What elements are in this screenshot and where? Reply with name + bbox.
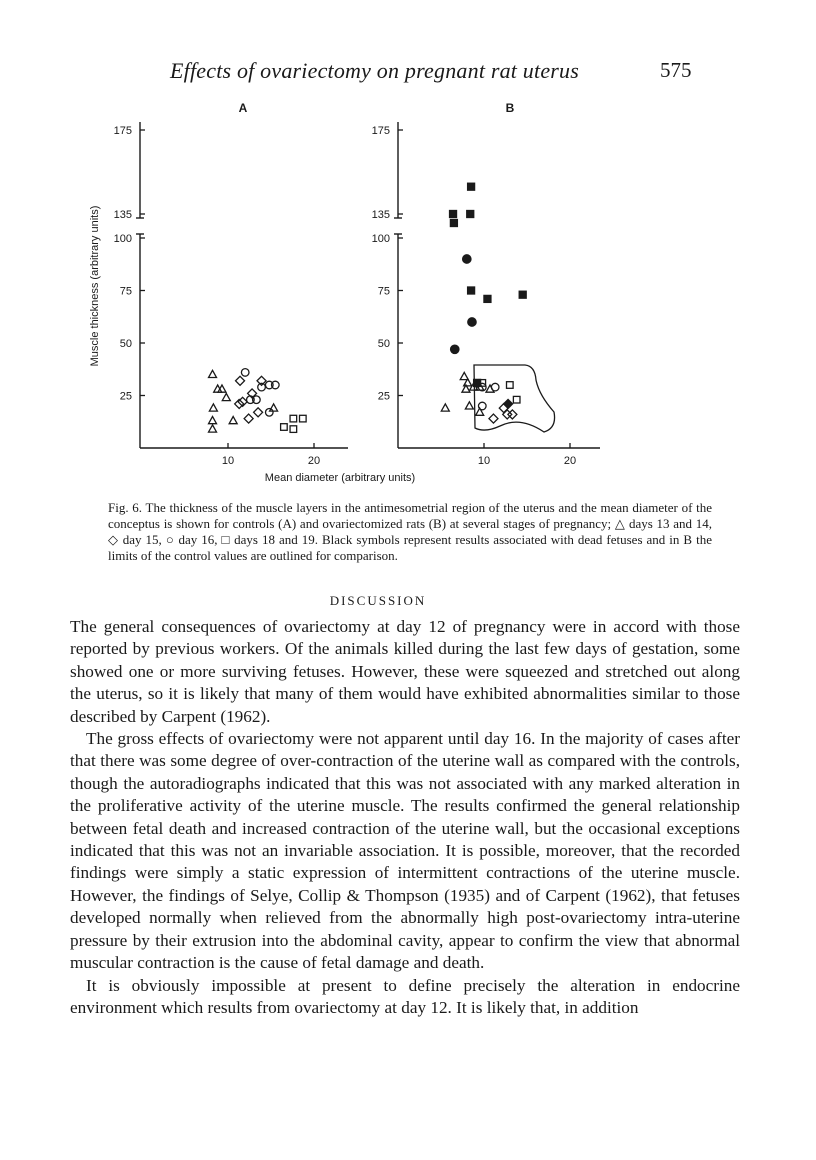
- open-triangle-point: [209, 370, 217, 377]
- paragraph: It is obviously impossible at present to define precisely the alteration in endocrine environment which results from ovariectomy at day 12. It is likely that, in addition: [70, 975, 740, 1017]
- filled-square-point: [484, 295, 491, 302]
- y-tick-label: 75: [377, 285, 390, 298]
- panel-a: [114, 101, 348, 467]
- open-square-point: [513, 396, 520, 403]
- open-diamond-point: [489, 414, 498, 423]
- open-triangle-point: [229, 417, 237, 424]
- running-title: Effects of ovariectomy on pregnant rat uterus: [170, 58, 580, 83]
- panel-label: B: [505, 101, 515, 115]
- open-circle-point: [241, 369, 249, 377]
- filled-square-point: [450, 211, 457, 218]
- y-tick-label: 50: [377, 338, 390, 350]
- figure-caption: Fig. 6. The thickness of the muscle layers in the antimesometrial region of the uterus and the mean diameter of the conceptus is shown for controls (A) and ovariectomized rats (B) at several stages of pregnancy; △ days 13 and 14, ◇ day 15, ○ day 16, □ days 18 and 19. Black symbols represent results associated with dead fetuses and in B the limits of the control values are outlined for comparison.: [108, 500, 712, 563]
- open-triangle-point: [441, 404, 449, 411]
- filled-square-point: [519, 291, 526, 298]
- page-header: [0, 58, 816, 88]
- open-triangle-point: [209, 404, 217, 411]
- x-tick-label: 20: [307, 455, 321, 467]
- open-triangle-point: [486, 385, 494, 392]
- open-triangle-point: [465, 402, 473, 409]
- filled-circle-point: [451, 345, 459, 353]
- open-square-point: [300, 415, 307, 422]
- y-tick-label: 135: [113, 209, 132, 221]
- y-tick-label: 25: [377, 390, 390, 403]
- y-tick-label: 25: [119, 390, 132, 403]
- open-triangle-point: [209, 417, 217, 424]
- open-triangle-point: [209, 425, 217, 432]
- open-square-point: [281, 424, 288, 431]
- open-square-point: [507, 382, 514, 389]
- y-tick-label: 50: [119, 338, 132, 350]
- paragraph: The gross effects of ovariectomy were not apparent until day 16. In the majority of cases after that there was some degree of over-contraction of the uterine wall as compared with the controls, though the autoradiographs indicated that this was not associated with any marked alteration in the proliferative activity of the uterine muscle. The results confirmed the general relationship between fetal death and increased contraction of the uterine wall, but the occasional exceptions indicated that this was not an invariable association. It is possible, moreover, that the recorded findings were simply a static expression of intermittent contractions of the uterine muscle. However, the findings of Selye, Collip & Thompson (1935) and of Carpent (1962), that fetuses developed normally when relieved from the abnormally high post-ovariectomy intra-uterine pressure by their extrusion into the abdominal cavity, appear to confirm the view that abnormal muscular contraction is the cause of fetal damage and death.: [70, 729, 740, 973]
- open-diamond-point: [254, 408, 263, 417]
- x-axis-label: Mean diameter (arbitrary units): [264, 472, 416, 484]
- filled-square-point: [450, 220, 457, 227]
- open-diamond-point: [236, 376, 245, 385]
- filled-square-point: [468, 183, 475, 190]
- figure-6: [60, 90, 620, 490]
- control-limits-outline: [474, 365, 555, 432]
- filled-circle-point: [468, 318, 476, 326]
- open-square-point: [290, 426, 297, 433]
- paragraph: The general consequences of ovariectomy at day 12 of pregnancy were in accord with those reported by previous workers. Of the animals killed during the last few days of gestation, some showed one or more surviving fetuses. However, these were squeezed and stretched out along the uterus, so it is likely that many of them would have exhibited abnormalities similar to those described by Carpent (1962).: [70, 617, 740, 726]
- y-tick-label: 75: [119, 285, 132, 298]
- y-tick-label: 100: [371, 233, 390, 245]
- x-tick-label: 10: [477, 455, 491, 467]
- open-triangle-point: [270, 404, 278, 411]
- filled-circle-point: [463, 255, 471, 263]
- open-triangle-point: [222, 393, 230, 400]
- y-tick-label: 175: [371, 125, 390, 137]
- filled-diamond-point: [504, 399, 513, 408]
- y-tick-label: 100: [113, 233, 132, 245]
- filled-square-point: [467, 211, 474, 218]
- panel-b: [372, 101, 600, 467]
- body-text: [70, 616, 740, 1019]
- section-heading: DISCUSSION: [329, 593, 427, 608]
- y-tick-label: 175: [113, 125, 132, 137]
- x-tick-label: 20: [563, 455, 577, 467]
- filled-square-point: [468, 287, 475, 294]
- y-axis-label: Muscle thickness (arbitrary units): [89, 205, 101, 367]
- open-diamond-point: [244, 414, 253, 423]
- x-tick-label: 10: [221, 455, 235, 467]
- open-square-point: [290, 415, 297, 422]
- open-circle-point: [478, 402, 486, 410]
- open-circle-point: [265, 409, 273, 417]
- open-circle-point: [491, 383, 499, 391]
- y-tick-label: 135: [371, 209, 390, 221]
- page-number: 575: [660, 58, 692, 82]
- panel-label: A: [238, 101, 248, 115]
